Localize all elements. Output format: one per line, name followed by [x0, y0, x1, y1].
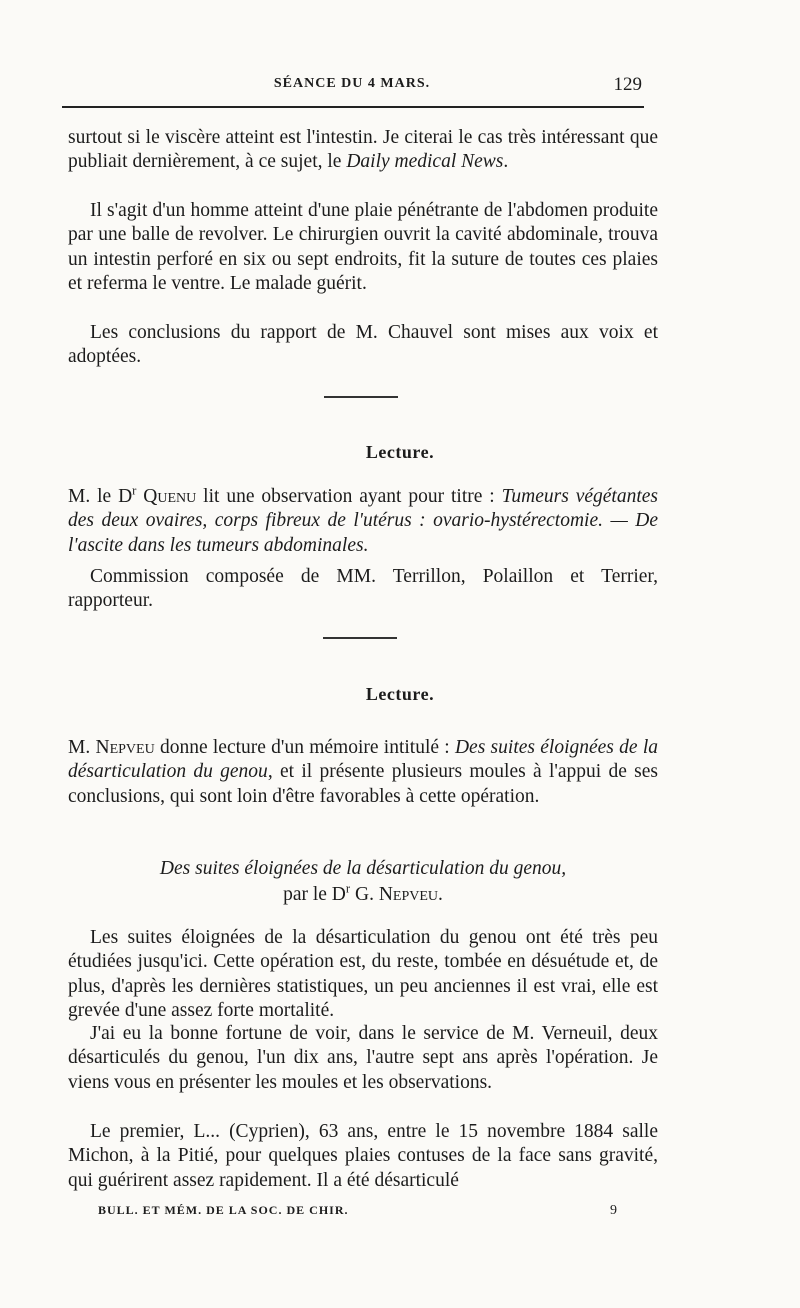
separator-rule — [324, 396, 398, 398]
page-footer — [98, 1203, 658, 1218]
superscript: r — [345, 881, 351, 896]
paragraph-text: lit une observation ayant pour titre : — [196, 486, 502, 507]
separator-rule — [323, 637, 397, 639]
superscript: r — [132, 483, 137, 498]
paragraph-verneuil: J'ai eu la bonne fortune de voir, dans le service de M. Verneuil, deux désarticulés du genou, l'un dix ans, l'autre sept ans après l'opération. Je viens vous en présenter les moules et les observations. — [68, 1023, 658, 1093]
paragraph-nepveu — [68, 736, 658, 809]
memoire-byline — [68, 883, 658, 907]
byline-text: par le D — [283, 884, 346, 905]
paragraph-cyprien: Le premier, L... (Cyprien), 63 ans, entre le 15 novembre 1884 salle Michon, à la Pitié, pour quelques plaies contuses de la face sans gravité, qui guérirent assez rapidement. Il a été désarticulé — [68, 1121, 658, 1191]
header-title: SÉANCE DU 4 MARS. — [273, 76, 431, 91]
memoire-heading: Des suites éloignées de la désarticulation du genou, — [159, 858, 567, 879]
paragraph-text: donne lecture d'un mémoire intitulé : — [154, 737, 455, 758]
paragraph-text: M. — [68, 737, 96, 758]
paragraph-commission: Commission composée de MM. Terrillon, Polaillon et Terrier, rapporteur. — [68, 566, 658, 612]
byline-text: . — [438, 884, 443, 905]
author-name: Quenu — [143, 486, 197, 507]
author-name: Nepveu — [378, 884, 439, 905]
section-heading-lecture: Lecture. — [365, 684, 435, 704]
header-rule — [62, 106, 644, 108]
paragraph-text: . — [503, 151, 509, 173]
paragraph-text: , et il présente plusieurs moules à l'appui de ses conclusions, qui sont loin d'être favorables à cette opération. — [68, 761, 659, 807]
paragraph-quenu — [68, 485, 658, 558]
author-name: Nepveu — [95, 737, 155, 758]
footer-text: BULL. ET MÉM. DE LA SOC. DE CHIR. — [98, 1203, 349, 1217]
signature-mark: 9 — [610, 1203, 618, 1218]
paragraph-suites: Les suites éloignées de la désarticulation du genou ont été très peu étudiées jusqu'ici. Cette opération est, du reste, tombée en désuétude et, de plus, d'après les dernières statistiques, un peu anciennes il est vrai, elle est grevée d'une assez forte mortalité. — [68, 927, 658, 1021]
byline-text: G. — [350, 884, 379, 905]
paragraph-conclusions: Les conclusions du rapport de M. Chauvel sont mises aux voix et adoptées. — [68, 322, 658, 368]
observation-title: Tumeurs végétantes des deux ovaires, corps fibreux de l'utérus : ovario-hystérectomie. — De l'ascite dans les tumeurs abdominales. — [68, 486, 659, 556]
paragraph-text: M. le D — [68, 486, 133, 507]
section-heading-lecture: Lecture. — [365, 442, 435, 462]
journal-title: Daily medical News — [346, 151, 504, 173]
paragraph-intestin — [68, 126, 658, 175]
page-number: 129 — [613, 74, 642, 95]
running-header — [62, 76, 642, 98]
paragraph-balle: Il s'agit d'un homme atteint d'une plaie pénétrante de l'abdomen produite par une balle de revolver. Le chirurgien ouvrit la cavité abdominale, trouva un intestin perforé en six ou sept endroits, fit la suture de toutes ces plaies et referma le ventre. Le malade guérit. — [68, 200, 658, 294]
paragraph-text: surtout si le viscère atteint est l'intestin. Je citerai le cas très intéressant que publiait dernièrement, à ce sujet, le — [68, 127, 658, 173]
memoire-title: Des suites éloignées de la désarticulation du genou — [68, 737, 658, 783]
